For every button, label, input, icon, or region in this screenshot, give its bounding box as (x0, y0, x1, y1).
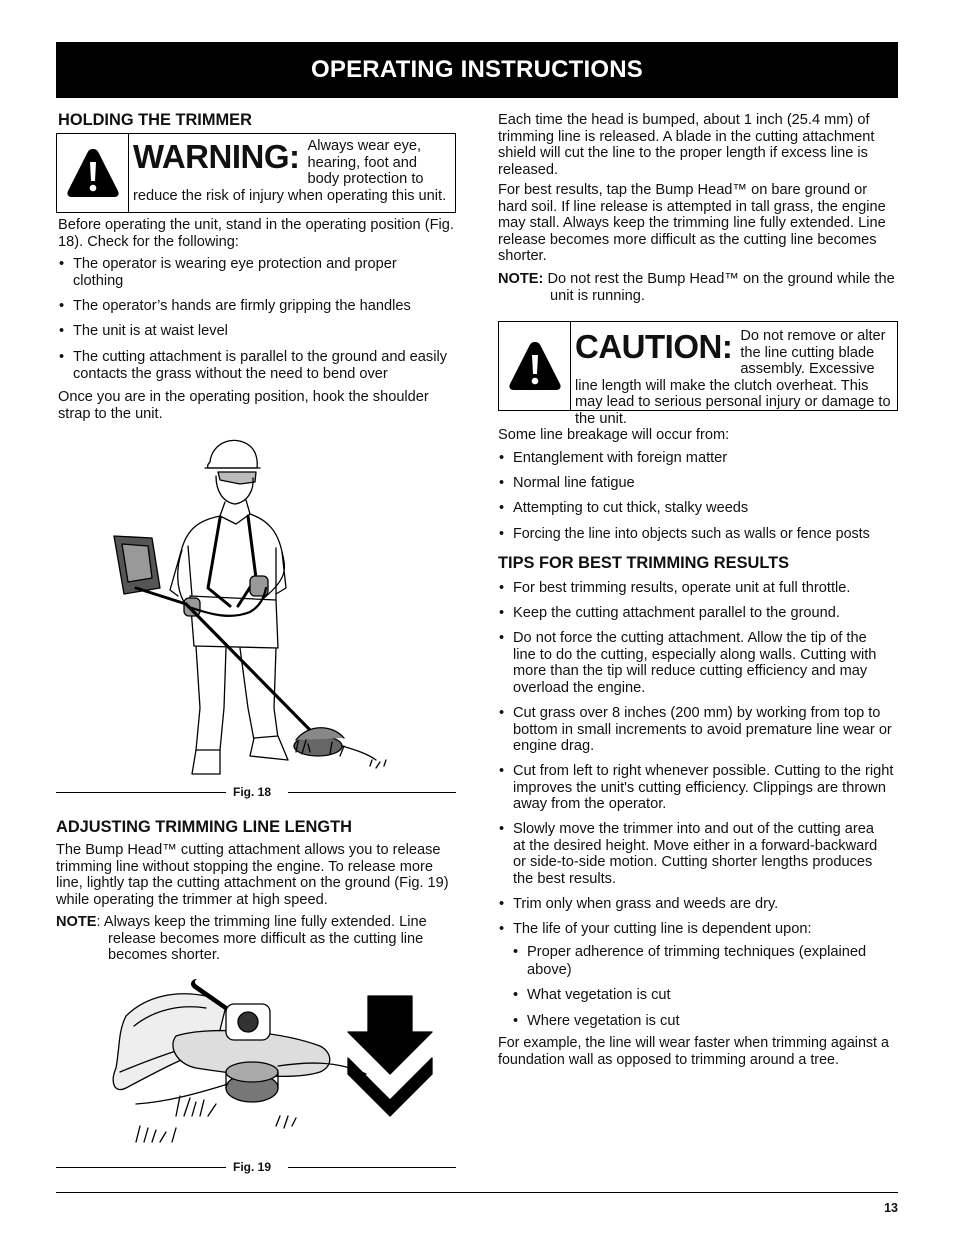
holding-after: Once you are in the operating position, hook the shoulder strap to the unit. (58, 389, 429, 422)
tip-item: • Slowly move the trimmer into and out of the cutting area at the desired height. Move either in a forward-backward or side-to-side motion. Cutting shorter lengths produces the best results. (498, 821, 884, 887)
warning-triangle-icon (65, 146, 121, 200)
caution-box (498, 321, 898, 427)
caution-text: Do not remove or alter the line cutting blade assembly. Excessive line length will make the clutch overheat. This may lead to serious personal injury or damage to the unit. (575, 328, 891, 427)
tip-sub-item: • Proper adherence of trimming techniques (explained above) (512, 943, 898, 979)
bump-head-illustration (56, 976, 456, 1148)
holding-heading: HOLDING THE TRIMMER (58, 111, 252, 129)
caution-text-cell (571, 322, 897, 427)
tip-item: • Keep the cutting attachment parallel to the ground. (498, 605, 898, 622)
holding-bullet: • The unit is at waist level (58, 323, 456, 340)
warning-text: Always wear eye, hearing, foot and body protection to reduce the risk of injury when operating this unit. (133, 138, 447, 204)
adjusting-para: The Bump Head™ cutting attachment allows you to release trimming line without stopping the engine. To release more line, lightly tap the cutting attachment on the ground (Fig. 19) while operating the trimmer at high speed. (56, 842, 449, 908)
note-label: NOTE: (498, 271, 544, 287)
holding-intro: Before operating the unit, stand in the operating position (Fig. 18). Check for the following: (58, 217, 454, 250)
fig-rule-left (56, 792, 226, 793)
caution-word: CAUTION: (575, 328, 733, 365)
page-title: OPERATING INSTRUCTIONS (311, 55, 643, 83)
warning-word: WARNING: (133, 138, 300, 175)
tip-item: • Do not force the cutting attachment. Allow the tip of the line to do the cutting, especially along walls. Cutting with more than the tip will reduce cutting efficiency and may overload the engine. (498, 630, 890, 696)
breakage-bullet: • Forcing the line into objects such as walls or fence posts (498, 526, 902, 543)
caution-triangle-icon (507, 339, 563, 393)
best-results-para: For best results, tap the Bump Head™ on bare ground or hard soil. If line release is attempted in tall grass, the engine may stall. Always keep the trimming line fully extended. Line release becomes more difficult as the cutting line becomes shorter. (498, 182, 886, 265)
tip-sub-item: • Where vegetation is cut (512, 1013, 898, 1030)
tip-sub-item: • What vegetation is cut (512, 987, 898, 1004)
fig-rule-right (288, 792, 456, 793)
breakage-bullet: • Entanglement with foreign matter (498, 450, 898, 467)
tips-heading: TIPS FOR BEST TRIMMING RESULTS (498, 554, 790, 572)
holding-bullet: • The operator’s hands are firmly gripping the handles (58, 298, 456, 315)
note-label: NOTE (56, 914, 97, 930)
operator-figure-illustration (100, 428, 400, 784)
note-text: Do not rest the Bump Head™ on the ground while the unit is running. (547, 271, 895, 304)
caution-icon-cell (499, 322, 571, 410)
holding-bullet: • The cutting attachment is parallel to the ground and easily contacts the grass without the need to bend over (58, 349, 458, 382)
warning-box (56, 133, 456, 213)
footer-rule (56, 1192, 898, 1193)
fig-rule-right (288, 1167, 456, 1168)
warning-text-cell (129, 134, 455, 212)
breakage-intro: Some line breakage will occur from: (498, 427, 730, 443)
fig-rule-left (56, 1167, 226, 1168)
fig19-caption: Fig. 19 (233, 1160, 272, 1174)
note-text: : Always keep the trimming line fully extended. Line release becomes more difficult as the cutting line becomes shorter. (96, 914, 427, 964)
fig18-caption: Fig. 18 (233, 785, 272, 799)
page-number: 13 (884, 1201, 898, 1215)
section-banner (56, 42, 898, 98)
holding-bullet: • The operator is wearing eye protection and proper clothing (58, 256, 448, 289)
tip-item: • For best trimming results, operate unit at full throttle. (498, 580, 898, 597)
bump-para: Each time the head is bumped, about 1 inch (25.4 mm) of trimming line is released. A blade in the cutting attachment shield will cut the line to the proper length if excess line is released. (498, 112, 875, 178)
adjusting-note (56, 914, 456, 964)
adjusting-heading: ADJUSTING TRIMMING LINE LENGTH (56, 818, 352, 836)
tip-item: • Trim only when grass and weeds are dry. (498, 896, 898, 913)
tip-item: • Cut from left to right whenever possible. Cutting to the right improves the unit's cutting efficiency. Clippings are thrown away from the operator. (498, 763, 898, 813)
right-note (498, 271, 898, 304)
tip-item: • Cut grass over 8 inches (200 mm) by working from top to bottom in small increments to avoid premature line wear or engine drag. (498, 705, 898, 755)
breakage-bullet: • Attempting to cut thick, stalky weeds (498, 500, 898, 517)
tip-item: • The life of your cutting line is dependent upon: (498, 921, 898, 938)
warning-icon-cell (57, 134, 129, 212)
tips-closing: For example, the line will wear faster when trimming against a foundation wall as opposed to trimming around a tree. (498, 1035, 889, 1068)
breakage-bullet: • Normal line fatigue (498, 475, 898, 492)
